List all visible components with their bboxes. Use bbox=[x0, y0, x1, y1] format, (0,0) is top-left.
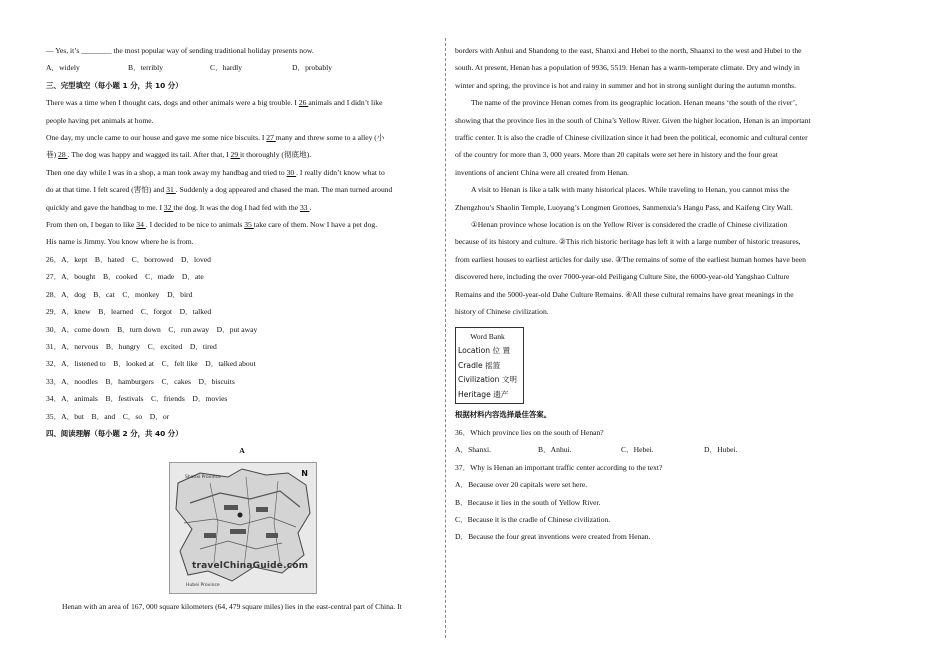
column-divider bbox=[445, 38, 446, 638]
word-bank-item: Heritage 遗产 bbox=[458, 389, 509, 399]
q37-option-b[interactable]: B．Because it lies in the south of Yellow River. bbox=[455, 497, 601, 507]
blank-34: 34 bbox=[136, 220, 146, 230]
cloze-line-3: One day, my uncle came to our house and gave me some nice biscuits. I 27 many and threw some to a alley (小 bbox=[46, 133, 385, 143]
para2-line-4: of the country for more than 3, 000 years. More than 20 capitals were set here in history and the four great bbox=[455, 150, 778, 160]
map-label-top: Shanxi Province bbox=[185, 474, 221, 480]
cloze-option-29[interactable]: 29．A．knew B．learned C．forgot D．talked bbox=[46, 307, 212, 317]
blank-28: 28 bbox=[58, 150, 68, 160]
cloze-line-6: do at that time. I felt scared (害怕) and 31 . Suddenly a dog appeared and chased the man. The man turned around bbox=[46, 185, 393, 195]
blank-35: 35 bbox=[244, 220, 254, 230]
para2-line-5: inventions of ancient China were all created from Henan. bbox=[455, 167, 629, 177]
right-column bbox=[455, 42, 855, 546]
cloze-option-26[interactable]: 26．A．kept B．hated C．borrowed D．loved bbox=[46, 254, 211, 264]
para3-line-2: Zhengzhou’s Shaolin Temple, Luoyang’s Longmen Grottoes, Sanmenxia’s Hangu Pass, and Kaifeng City Wall. bbox=[455, 202, 793, 212]
q37-option-c[interactable]: C．Because it is the cradle of Chinese civilization. bbox=[455, 514, 611, 524]
para2-line-1: The name of the province Henan comes from its geographic location. Henan means ‘the south of the river’, bbox=[471, 98, 798, 108]
para4-line-6: history of Chinese civilization. bbox=[455, 307, 549, 317]
para2-line-2: showing that the province lies in the south of China’s Yellow River. Given the higher location, Henan is an important bbox=[455, 115, 811, 125]
map-label-bottom: Hubei Province bbox=[186, 582, 220, 588]
section3-title: 三、完型填空（每小题 1 分，共 10 分） bbox=[46, 80, 183, 90]
cloze-option-32[interactable]: 32．A．listened to B．looked at C．felt like D．talked about bbox=[46, 359, 256, 369]
q36-option-b[interactable]: B．Anhui. bbox=[538, 445, 572, 455]
para2-line-3: traffic center. It is also the cradle of Chinese civilization since it had been the political, economic and cultural center bbox=[455, 133, 808, 143]
q37-option-d[interactable]: D．Because the four great inventions were created from Henan. bbox=[455, 532, 651, 542]
left-column bbox=[46, 42, 438, 615]
cloze-option-33[interactable]: 33．A．noodles B．hamburgers C．cakes D．biscuits bbox=[46, 376, 235, 386]
cloze-option-34[interactable]: 34．A．animals B．festivals C．friends D．movies bbox=[46, 394, 228, 404]
instruction: 根据材料内容选择最佳答案。 bbox=[455, 410, 552, 420]
blank-32: 32 bbox=[163, 202, 174, 212]
q36-stem: 36．Which province lies on the south of Henan? bbox=[455, 427, 604, 437]
para1-line-2: south. At present, Henan has a population of 9936, 5519. Henan has a warm-temperate climate. Dry and windy in bbox=[455, 63, 800, 73]
q25-option-a[interactable]: A．widely bbox=[46, 63, 80, 73]
para1-line-1: borders with Anhui and Shandong to the east, Shanxi and Hebei to the north, Shaanxi to the west and Hubei to the bbox=[455, 46, 802, 55]
cloze-line-4: 巷) 28 . The dog was happy and wagged its tail. After that, I 29 it thoroughly (彻底地). bbox=[46, 150, 312, 160]
map-watermark: travelChinaGuide.com bbox=[192, 560, 309, 571]
section4-title: 四、阅读理解（每小题 2 分，共 40 分） bbox=[46, 428, 183, 438]
para4-line-3: from earliest houses to earliest articles for daily use. ③The remains of some of the earliest human homes have been bbox=[455, 254, 806, 264]
q25-option-b[interactable]: B．terribly bbox=[128, 63, 164, 73]
q25-option-c[interactable]: C．hardly bbox=[210, 63, 243, 73]
blank-33: 33 bbox=[299, 202, 310, 212]
word-bank-box bbox=[455, 327, 524, 405]
cloze-option-28[interactable]: 28．A．dog B．cat C．monkey D．bird bbox=[46, 289, 193, 299]
blank-27: 27 bbox=[266, 133, 276, 143]
para3-line-1: A visit to Henan is like a talk with many historical places. While traveling to Henan, you cannot miss the bbox=[471, 185, 790, 195]
q36-option-c[interactable]: C．Hebei. bbox=[621, 445, 654, 455]
cloze-option-35[interactable]: 35．A．but B．and C．so D．or bbox=[46, 411, 170, 421]
para4-line-1: ①Henan province whose location is on the Yellow River is considered the cradle of Chinese civilization bbox=[471, 220, 788, 230]
word-bank-item: Location 位 置 bbox=[458, 346, 511, 356]
para4-line-2: because of its history and culture. ②This rich historic heritage has left it with a large number of historic treasures, bbox=[455, 237, 801, 247]
blank-29: 29 bbox=[230, 150, 241, 160]
word-bank-item: Cradle 摇篮 bbox=[458, 360, 501, 370]
cloze-line-8: From then on, I began to like 34 . I decided to be nice to animals 35 take care of them. Now I have a pet dog. bbox=[46, 220, 378, 230]
q25-options bbox=[46, 59, 438, 76]
north-arrow-icon: N bbox=[301, 468, 308, 478]
q36-option-d[interactable]: D．Hubei. bbox=[704, 445, 738, 455]
word-bank-title: Word Bank bbox=[470, 331, 505, 341]
cloze-option-31[interactable]: 31．A．nervous B．hungry C．excited D．tired bbox=[46, 341, 217, 351]
blank-26: 26 bbox=[298, 98, 309, 108]
q37-option-a[interactable]: A．Because over 20 capitals were set here. bbox=[455, 480, 588, 490]
q25-stem: — Yes, it’s ________ the most popular way of sending traditional holiday presents now. bbox=[46, 46, 314, 55]
q25-option-d[interactable]: D．probably bbox=[292, 63, 333, 73]
cloze-line-1: There was a time when I thought cats, dogs and other animals were a big trouble. I 26 animals and I didn’t like bbox=[46, 98, 383, 108]
q37-stem: 37．Why is Henan an important traffic center according to the text? bbox=[455, 462, 663, 472]
q36-option-a[interactable]: A．Shanxi. bbox=[455, 445, 492, 455]
para4-line-4: discovered here, including the over 7000-year-old Peiligang Culture Site, the 6000-year-old Yangshao Culture bbox=[455, 272, 790, 282]
para1-line-3: winter and spring, the province is hot and rainy in summer and hot in strong sunlight during the autumn months. bbox=[455, 80, 797, 90]
passage-first-line: Henan with an area of 167, 000 square kilometers (64, 479 square miles) lies in the east-central part of China. It bbox=[62, 601, 402, 611]
blank-31: 31 bbox=[166, 185, 176, 195]
cloze-line-2: people having pet animals at home. bbox=[46, 115, 154, 125]
passage-label: A bbox=[239, 446, 245, 456]
cloze-option-27[interactable]: 27．A．bought B．cooked C．made D．ate bbox=[46, 272, 204, 282]
word-bank-item: Civilization 文明 bbox=[458, 375, 518, 385]
blank-30: 30 bbox=[286, 167, 297, 177]
cloze-line-9: His name is Jimmy. You know where he is from. bbox=[46, 237, 194, 247]
cloze-line-7: quickly and gave the handbag to me. I 32 the dog. It was the dog I had fed with the 33 . bbox=[46, 202, 312, 212]
cloze-option-30[interactable]: 30．A．come down B．turn down C．run away D．put away bbox=[46, 324, 258, 334]
para4-line-5: Remains and the 5000-year-old Dahe Culture Remains. ④All these cultural remains have great meanings in the bbox=[455, 289, 794, 299]
cloze-line-5: Then one day while I was in a shop, a man took away my handbag and tried to 30 . I really didn’t know what to bbox=[46, 167, 385, 177]
q36-options bbox=[455, 441, 855, 458]
henan-map-image bbox=[169, 462, 317, 594]
